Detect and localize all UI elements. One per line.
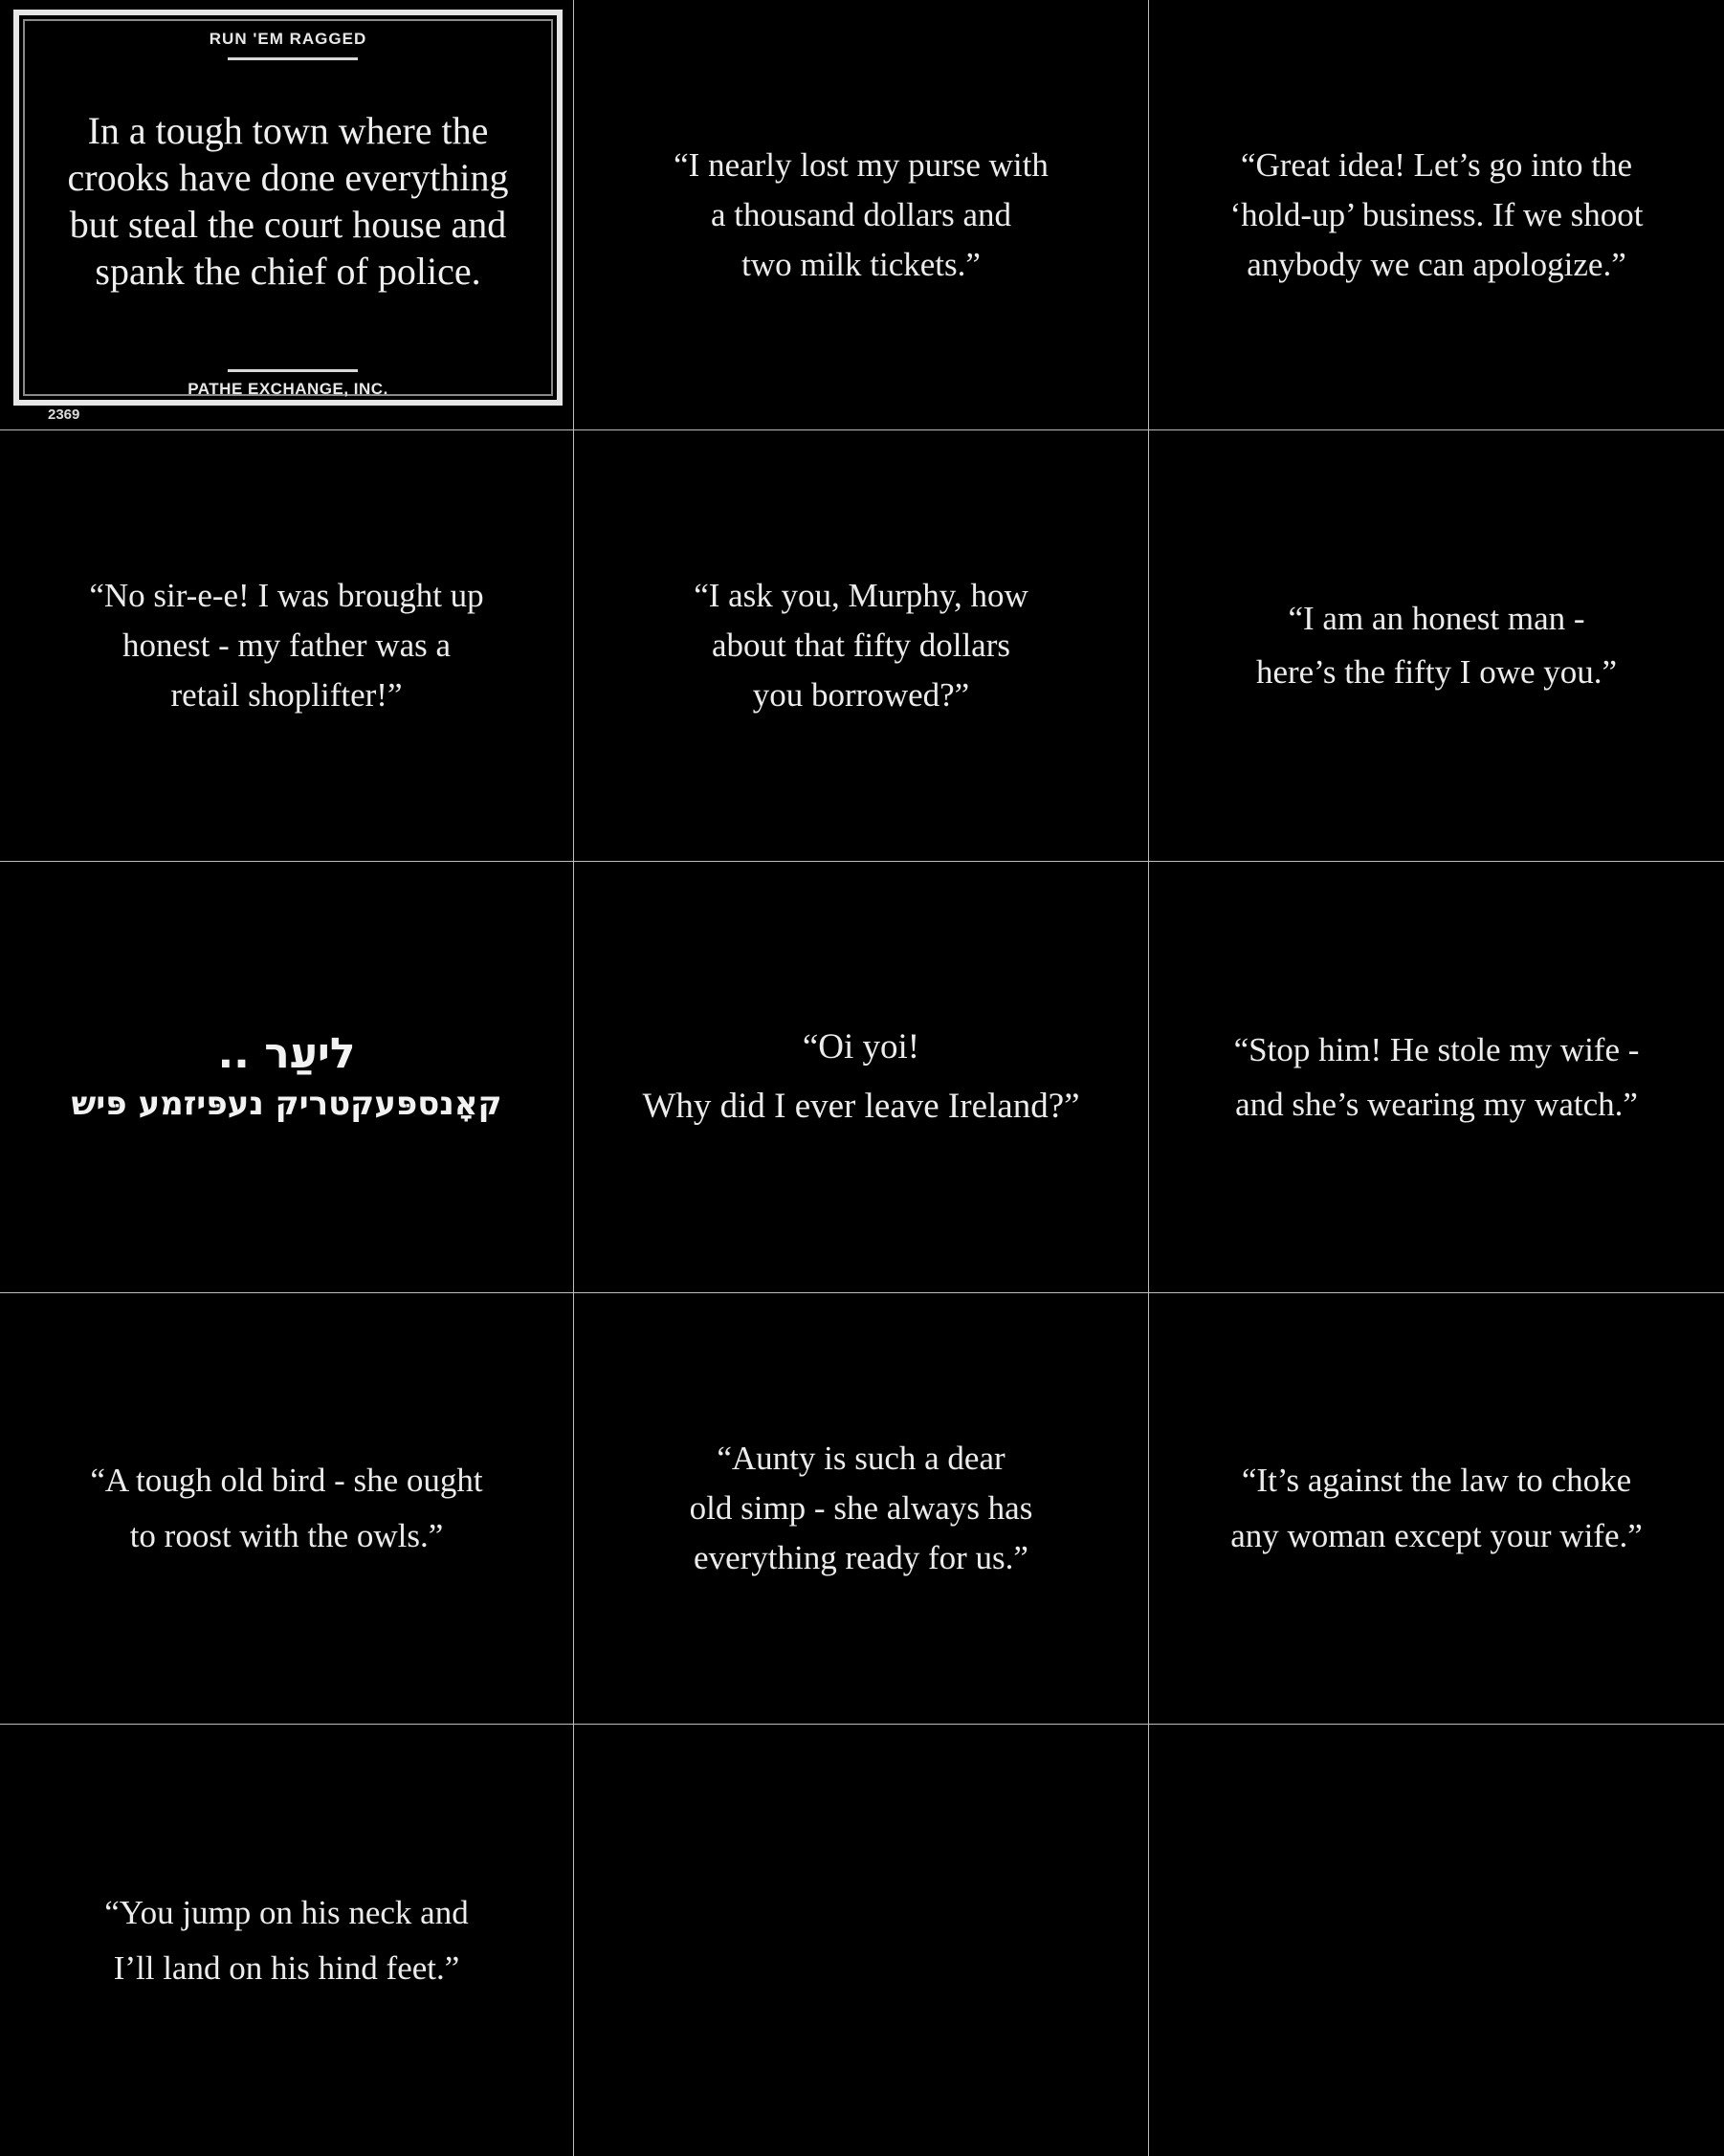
title-card-body-line: crooks have done everything (67, 156, 509, 199)
intertitle-text (1230, 1453, 1643, 1564)
intertitle-card (0, 1293, 574, 1725)
intertitle-line: “Stop him! He stole my wife - (1233, 1031, 1640, 1068)
intertitle-card (0, 1725, 574, 2156)
intertitle-line: Why did I ever leave Ireland?” (642, 1087, 1080, 1126)
title-card-cell (0, 0, 574, 430)
intertitle-line: here’s the fifty I owe you.” (1255, 653, 1618, 691)
intertitle-line: to roost with the owls.” (129, 1517, 444, 1554)
title-card-body-line: but steal the court house and (69, 203, 507, 246)
intertitle-line: any woman except your wife.” (1230, 1517, 1643, 1554)
intertitle-line: retail shoplifter!” (170, 676, 403, 714)
intertitle-line: “It’s against the law to choke (1241, 1462, 1632, 1499)
intertitle-text (1234, 1023, 1640, 1132)
title-card-frame (13, 10, 563, 406)
intertitle-line: “Great idea! Let’s go into the (1240, 145, 1633, 184)
intertitle-card (1149, 0, 1724, 430)
intertitle-line: I’ll land on his hind feet.” (113, 1948, 460, 1987)
intertitle-line: “Aunty is such a dear (717, 1440, 1006, 1477)
intertitle-card (1149, 430, 1724, 862)
intertitle-text (674, 141, 1049, 290)
title-card-body (19, 107, 557, 295)
intertitle-line: anybody we can apologize.” (1247, 245, 1626, 283)
intertitle-text (90, 1453, 482, 1564)
intertitle-card (574, 430, 1149, 862)
intertitle-line: “I am an honest man - (1288, 600, 1585, 637)
yiddish-text (71, 1027, 501, 1127)
intertitle-text (89, 571, 483, 720)
intertitle-text (104, 1885, 468, 1996)
title-card-bottom-rule (228, 369, 358, 372)
title-card-body-line: In a tough town where the (87, 109, 489, 152)
empty-cell (574, 1725, 1149, 2156)
intertitle-line: ‘hold-up’ business. If we shoot (1229, 195, 1644, 233)
intertitle-card (574, 862, 1149, 1293)
intertitle-card (1149, 862, 1724, 1293)
intertitle-card (0, 430, 574, 862)
yiddish-card (0, 862, 574, 1293)
intertitle-line: everything ready for us.” (694, 1539, 1028, 1576)
intertitle-line: “I nearly lost my purse with (674, 145, 1049, 184)
yiddish-line: קאָנספּעקטריק נעפּיזמע פּיש (71, 1085, 502, 1123)
intertitle-text (642, 1018, 1079, 1136)
intertitle-card (1149, 1293, 1724, 1725)
empty-cell (1149, 1725, 1724, 2156)
intertitle-line: “I ask you, Murphy, how (694, 577, 1028, 614)
intertitle-line: honest - my father was a (122, 627, 452, 664)
intertitle-line: two milk tickets.” (741, 245, 981, 283)
title-card-top-rule (228, 57, 358, 60)
intertitle-text (1256, 592, 1617, 699)
intertitle-card (574, 0, 1149, 430)
intertitle-line: “Oi yoi! (802, 1027, 920, 1067)
intertitle-text (694, 571, 1028, 720)
reel-number: 2369 (48, 407, 80, 423)
intertitle-line: about that fifty dollars (711, 627, 1010, 664)
intertitle-line: and she’s wearing my watch.” (1235, 1086, 1638, 1123)
intertitle-line: you borrowed?” (752, 676, 970, 714)
intertitle-text (1230, 141, 1644, 290)
intertitle-line: old simp - she always has (689, 1489, 1033, 1527)
title-card-heading: RUN 'EM RAGGED (209, 30, 367, 48)
intertitle-card (574, 1293, 1149, 1725)
intertitle-line: “No sir-e-e! I was brought up (89, 577, 484, 614)
intertitle-text (690, 1434, 1033, 1583)
intertitle-line: a thousand dollars and (711, 195, 1011, 233)
intertitle-line: “You jump on his neck and (104, 1893, 469, 1931)
title-card-body-line: spank the chief of police. (95, 250, 481, 293)
intertitle-line: “A tough old bird - she ought (90, 1462, 483, 1499)
title-card-footer: PATHE EXCHANGE, INC. (188, 380, 388, 398)
yiddish-line: ליעַר .. (217, 1029, 356, 1078)
